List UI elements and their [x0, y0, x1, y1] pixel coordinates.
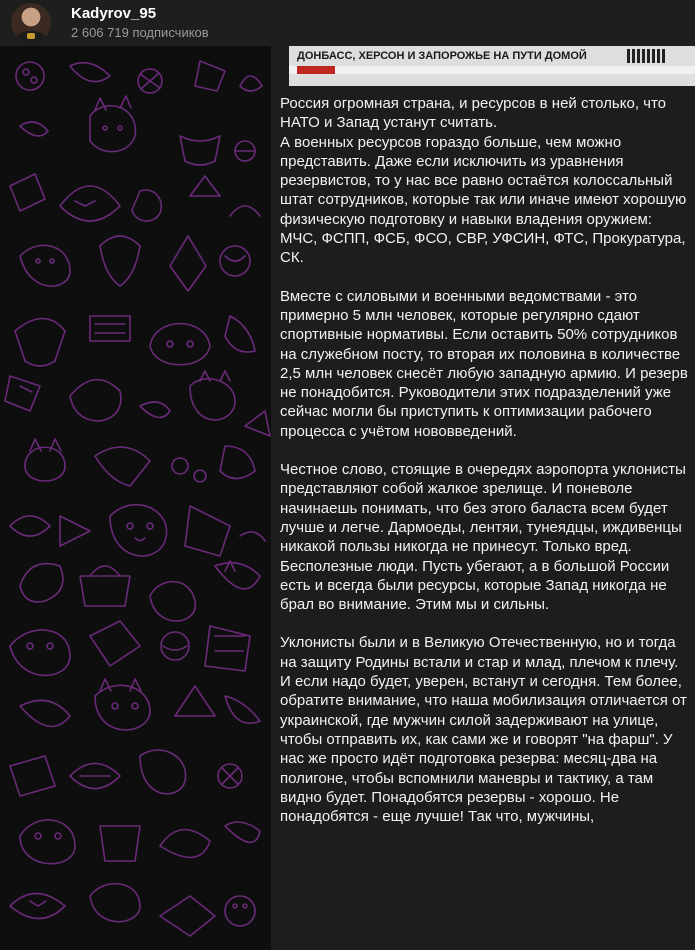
banner-qr-code [627, 49, 667, 63]
banner-title: ДОНБАСС, ХЕРСОН И ЗАПОРОЖЬЕ НА ПУТИ ДОМОЙ [297, 50, 587, 62]
channel-avatar[interactable] [11, 3, 51, 43]
channel-post[interactable] [271, 46, 695, 950]
post-paragraph: Вместе с силовыми и военными ведомствами - это примерно 5 млн человек, которые регулярно сдают спортивные нормативы. Если оставить 50% сотрудников на служебном посту, то вторая их половина в количестве 2,5 млн человек снесёт любую западную армию. И резерв не понадобится. Руководители этих подразделений уже сейчас могли бы приступить к оптимизации рабочего процесса с учётом нововведений. [280, 287, 688, 440]
post-paragraph: Честное слово, стоящие в очередях аэропорта уклонисты представляют собой жалкое зрелище. И поневоле начинаешь понимать, что без этого баласта всем будет лучше и легче. Дармоеды, лентяи, тунеядцы, иждивенцы никакой пользы никогда не принесут. Только вред. Бесполезные люди. Пусть убегают, а в большой России есть и всегда были ресурсы, которые Запад никогда не брал во внимание. Этим мы и сильны. [280, 461, 686, 614]
post-paragraph: Уклонисты были и в Великую Отечественную, но и тогда на защиту Родины встали и стар и млад, плечом к плечу. И если надо будет, уверен, встанут и сегодня. Тем более, обратите внимание, что наша мобилизация отличается от украинской, где мужчин силой задерживают на улице, чтобы отправить их, как сами же и говорят "на фарш". У нас же просто идёт подготовка резерва: месяц-два на полигоне, чтобы вспомнили маневры и тактику, а там видно будет. Понадобятся резервы - хорошо. Не понадобятся - еще лучше! Так что, мужчины, [280, 634, 687, 826]
avatar-emblem [27, 33, 35, 39]
banner-live-tag [297, 66, 335, 74]
post-text [280, 94, 688, 845]
post-paragraph: А военных ресурсов гораздо больше, чем можно представить. Даже если исключить из уравнения резервистов, то у нас все равно остаётся колоссальный штат сотрудников, которые так или иначе имеют хорошую физическую подготовку и навыки владения оружием: МЧС, ФСПП, ФСБ, ФСО, СВР, УФСИН, ФТС, Прокуратура, СК. [280, 133, 687, 267]
doodle-pattern [0, 46, 271, 950]
channel-name[interactable]: Kadyrov_95 [71, 5, 157, 22]
channel-header[interactable] [0, 0, 695, 46]
post-image-banner[interactable] [289, 46, 695, 86]
post-paragraph: Россия огромная страна, и ресурсов в ней столько, что НАТО и Запад устанут считать. [280, 95, 667, 132]
banner-news-strip [289, 66, 695, 74]
subscriber-count: 2 606 719 подписчиков [71, 25, 209, 40]
